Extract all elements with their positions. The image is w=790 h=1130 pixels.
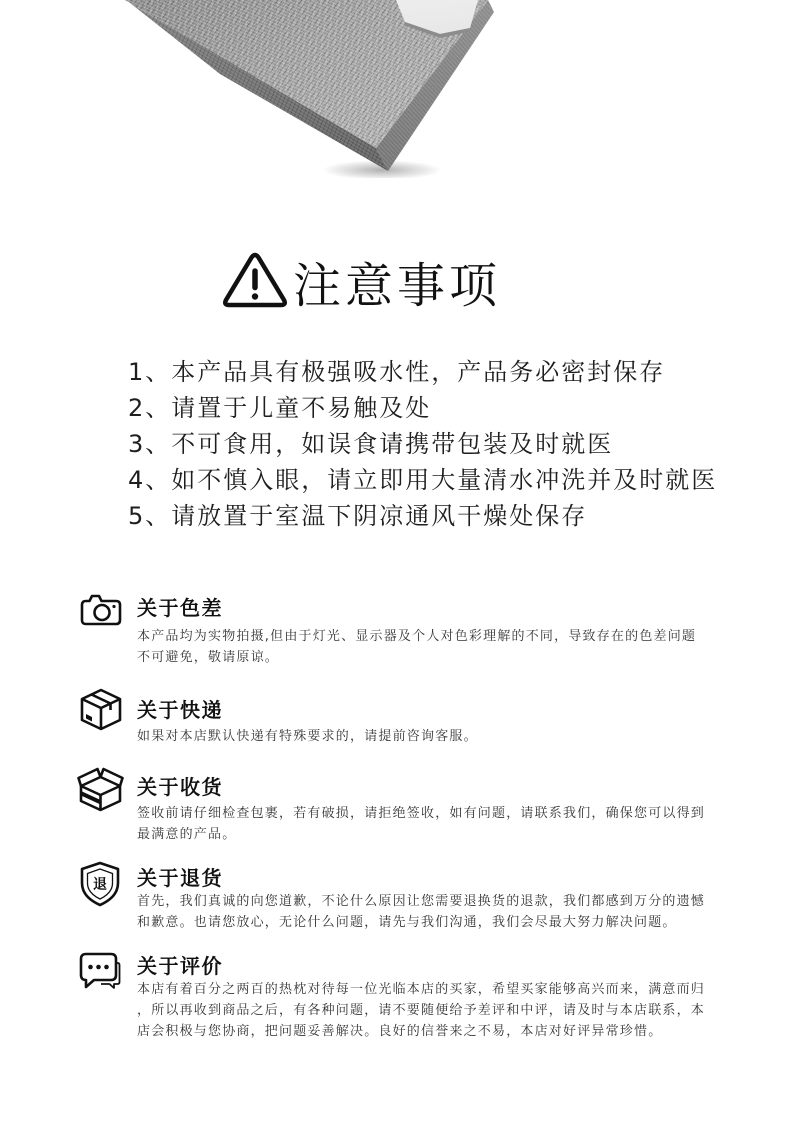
description-line: 店会积极与您协商，把问题妥善解决。良好的信誉来之不易，本店对好评异常珍惜。 (137, 1024, 663, 1039)
section-title: 关于收货 (137, 775, 223, 799)
description-line: 首先，我们真诚的向您道歉，不论什么原因让您需要退换货的退款，我们都感到万分的遗憾 (137, 894, 706, 909)
open-box-icon (77, 764, 124, 812)
section-description (137, 626, 696, 668)
description-line: 本店有着百分之两百的热枕对待每一位光临本店的买家，希望买家能够高兴而来，满意而归 (137, 982, 706, 997)
description-line: 本产品均为实物拍摄,但由于灯光、显示器及个人对色彩理解的不同，导致存在的色差问题 (137, 629, 697, 644)
section-title: 关于退货 (137, 866, 223, 890)
section-title: 关于快递 (137, 698, 223, 722)
description-line: 和歉意。也请您放心，无论什么问题，请先与我们沟通，我们会尽最大努力解决问题。 (137, 915, 677, 930)
section-description (137, 891, 705, 933)
section-description (137, 803, 705, 845)
return-icon-label: 退 (93, 877, 107, 893)
description-line: 签收前请仔细检查包裹，若有破损，请拒绝签收，如有问题，请联系我们，确保您可以得到 (137, 806, 706, 821)
camera-icon (80, 592, 122, 626)
notice-title: 注意事项 (293, 258, 502, 314)
notice-item: 5、请放置于室温下阴凉通风干燥处保存 (128, 502, 588, 530)
stone-slab-image (0, 0, 790, 178)
section-title: 关于评价 (137, 954, 223, 978)
section-title: 关于色差 (137, 596, 223, 620)
return-shield-icon (79, 861, 121, 907)
notice-item: 3、不可食用，如误食请携带包装及时就医 (128, 430, 614, 458)
section-description (137, 726, 478, 747)
chat-icon (79, 951, 121, 991)
notice-item: 2、请置于儿童不易触及处 (128, 394, 432, 422)
description-line: 最满意的产品。 (137, 827, 237, 842)
description-line: 不可避免，敬请原谅。 (137, 650, 280, 665)
section-description (137, 979, 705, 1042)
notice-item: 1、本产品具有极强吸水性，产品务必密封保存 (128, 358, 666, 386)
package-icon (80, 688, 122, 731)
notice-item: 4、如不慎入眼，请立即用大量清水冲洗并及时就医 (128, 466, 718, 494)
warning-icon (222, 252, 288, 308)
description-line: ，所以再收到商品之后，有各种问题，请不要随便给予差评和中评，请及时与本店联系，本 (137, 1003, 706, 1018)
description-line: 如果对本店默认快递有特殊要求的，请提前咨询客服。 (137, 729, 478, 744)
notice-list (128, 354, 717, 534)
